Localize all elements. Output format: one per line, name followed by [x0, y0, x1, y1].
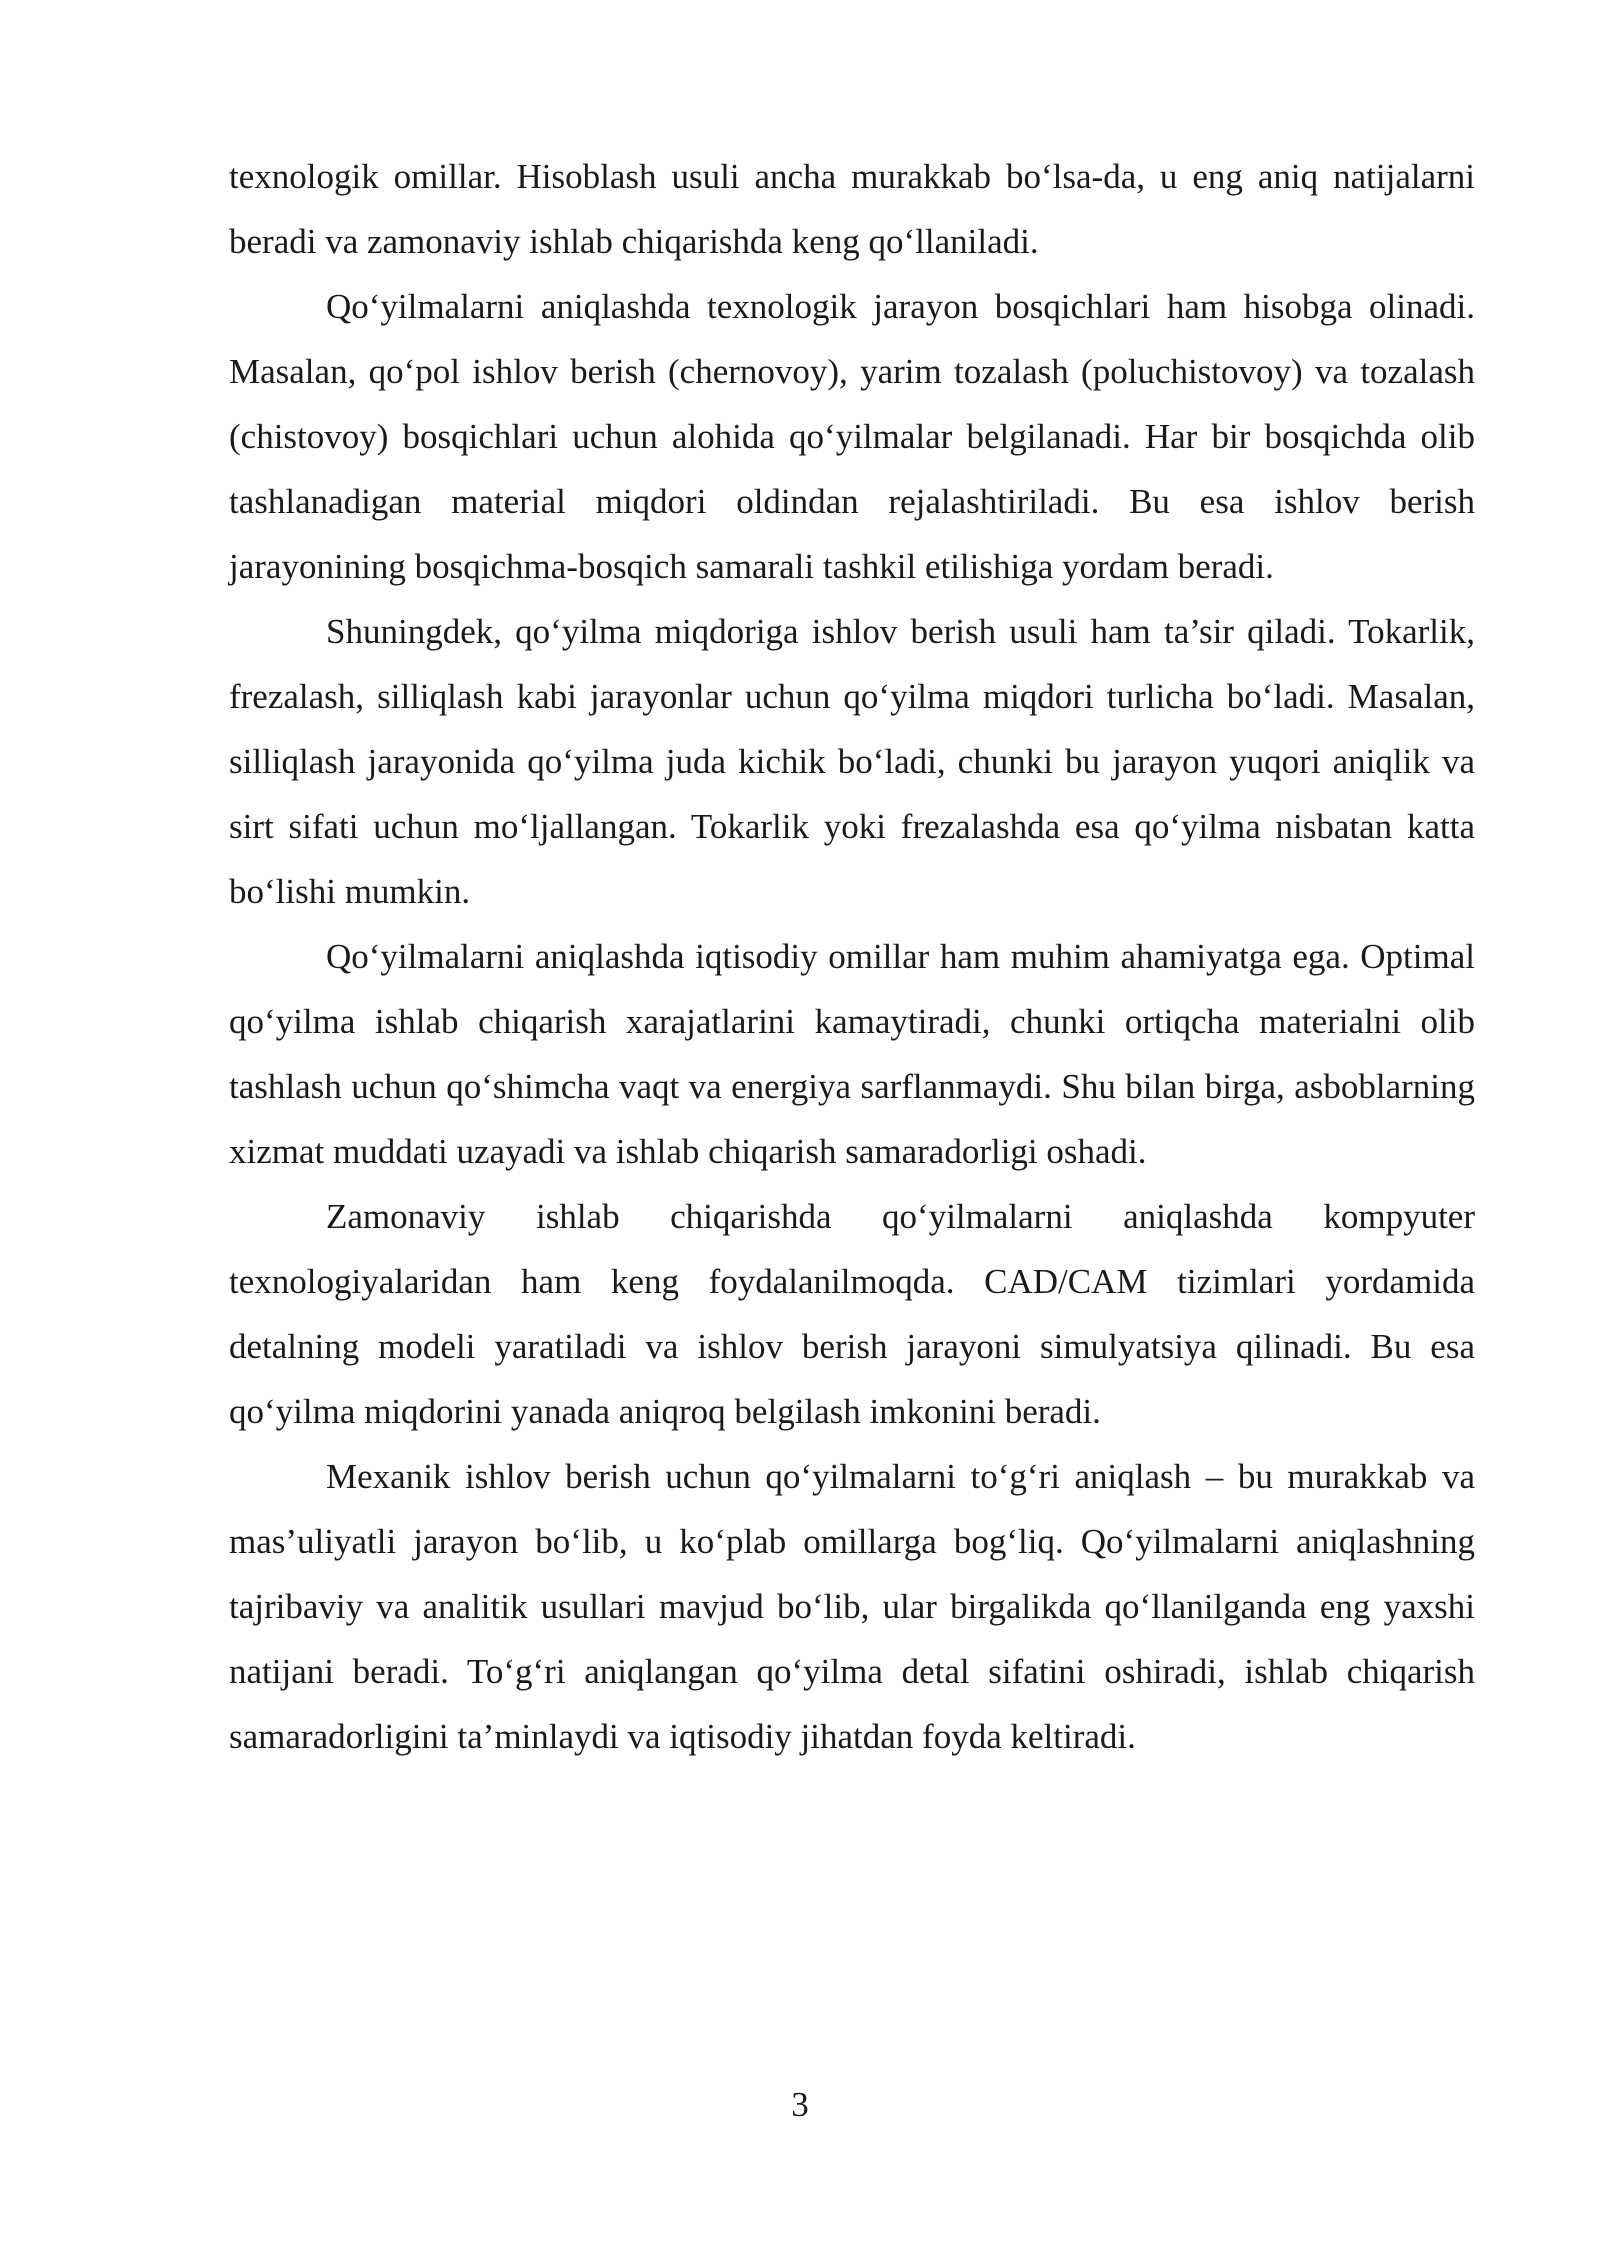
- paragraph-process-stages: Qo‘yilmalarni aniqlashda texnologik jarayon bosqichlari ham hisobga olinadi. Masalan, qo‘pol ishlov berish (chernovoy), yarim tozalash (poluchistovoy) va tozalash (chistovoy) bosqichlari uchun alohida qo‘yilmalar belgilanadi. Har bir bosqichda olib tashlanadigan material miqdori oldindan rejalashtiriladi. Bu esa ishlov berish jarayonining bosqichma-bosqich samarali tashkil etilishiga yordam beradi.: [229, 287, 1475, 586]
- paragraph-economic-factors: Qo‘yilmalarni aniqlashda iqtisodiy omillar ham muhim ahamiyatga ega. Optimal qo‘yilma ishlab chiqarish xarajatlarini kamaytiradi, chunki ortiqcha materialni olib tashlash uchun qo‘shimcha vaqt va energiya sarflanmaydi. Shu bilan birga, asboblarning xizmat muddati uzayadi va ishlab chiqarish samaradorligi oshadi.: [229, 937, 1475, 1171]
- paragraph-conclusion: Mexanik ishlov berish uchun qo‘yilmalarni to‘g‘ri aniqlash – bu murakkab va mas’uliyatli jarayon bo‘lib, u ko‘plab omillarga bog‘liq. Qo‘yilmalarni aniqlashning tajribaviy va analitik usullari mavjud bo‘lib, ular birgalikda qo‘llanilganda eng yaxshi natijani beradi. To‘g‘ri aniqlangan qo‘yilma detal sifatini oshiradi, ishlab chiqarish samaradorligini ta’minlaydi va iqtisodiy jihatdan foyda keltiradi.: [229, 1457, 1475, 1756]
- paragraph-continuation: texnologik omillar. Hisoblash usuli ancha murakkab bo‘lsa-da, u eng aniq natijalarni beradi va zamonaviy ishlab chiqarishda keng qo‘llaniladi.: [229, 157, 1475, 261]
- paragraph-computer-technologies: Zamonaviy ishlab chiqarishda qo‘yilmalarni aniqlashda kompyuter texnologiyalaridan ham keng foydalanilmoqda. CAD/CAM tizimlari yordamida detalning modeli yaratiladi va ishlov berish jarayoni simulyatsiya qilinadi. Bu esa qo‘yilma miqdorini yanada aniqroq belgilash imkonini beradi.: [229, 1197, 1475, 1431]
- body-text: [229, 144, 1475, 1769]
- paragraph-machining-method: Shuningdek, qo‘yilma miqdoriga ishlov berish usuli ham ta’sir qiladi. Tokarlik, frezalash, silliqlash kabi jarayonlar uchun qo‘yilma miqdori turlicha bo‘ladi. Masalan, silliqlash jarayonida qo‘yilma juda kichik bo‘ladi, chunki bu jarayon yuqori aniqlik va sirt sifati uchun mo‘ljallangan. Tokarlik yoki frezalashda esa qo‘yilma nisbatan katta bo‘lishi mumkin.: [229, 612, 1475, 911]
- page-number: 3: [791, 2085, 809, 2124]
